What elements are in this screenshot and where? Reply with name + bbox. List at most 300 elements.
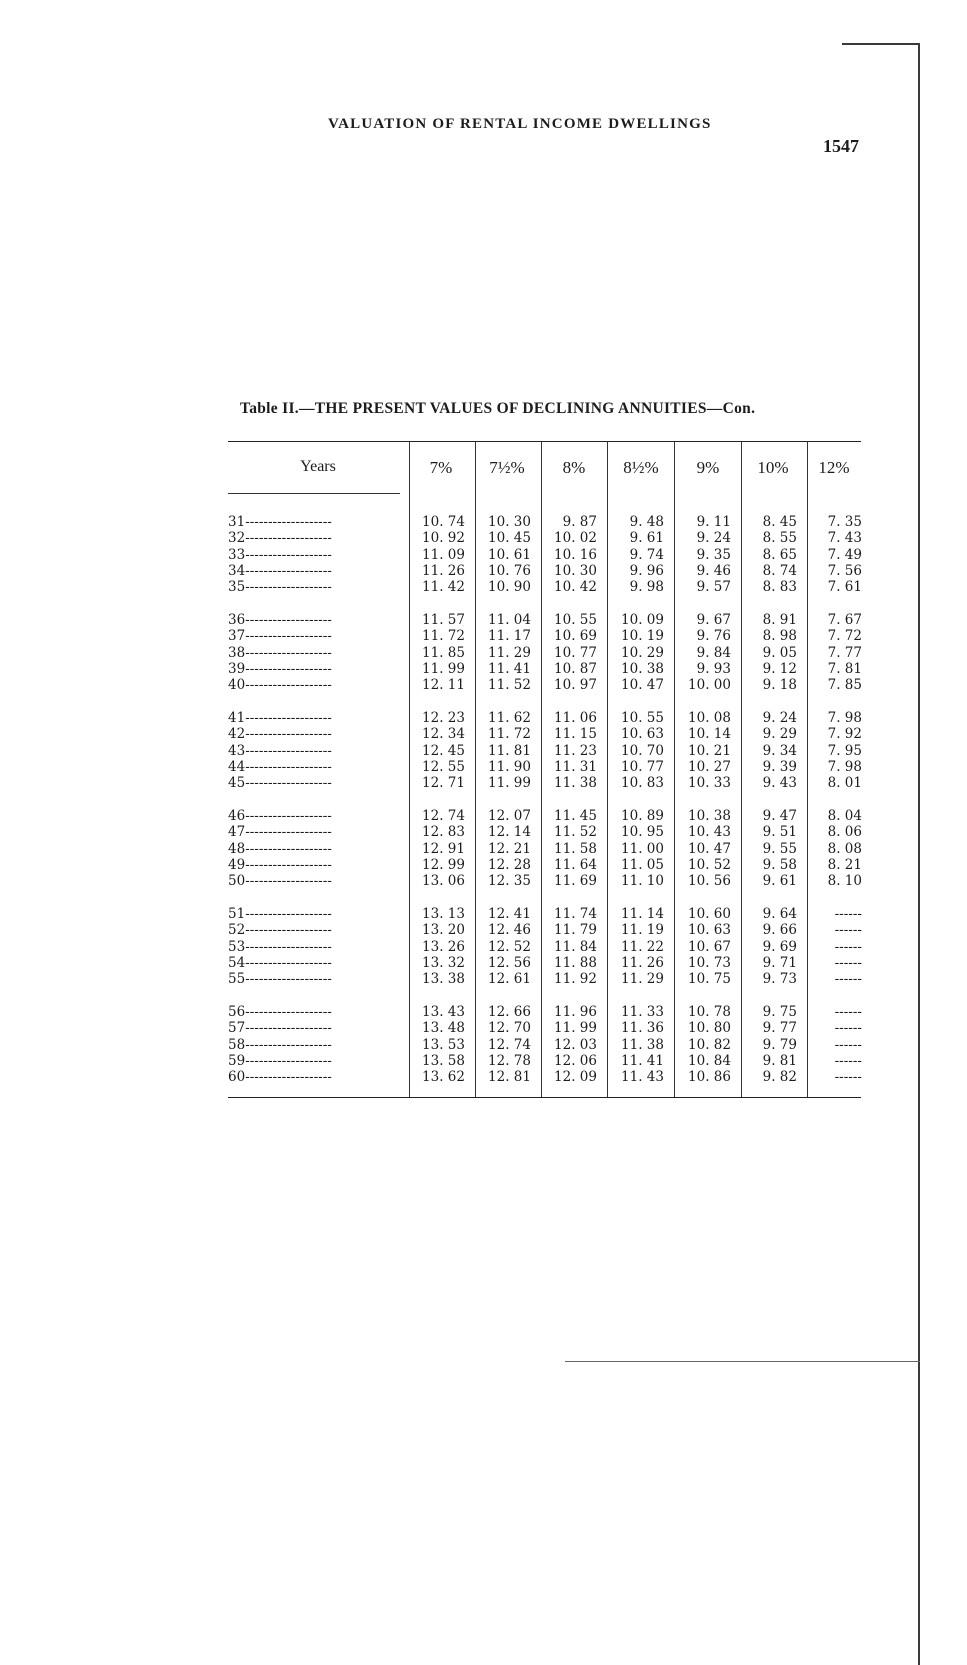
value-cell: 8. 98: [762, 628, 797, 645]
value-cell: 7. 92: [827, 726, 862, 743]
value-cell: 12. 23: [422, 710, 465, 726]
value-cell: 9. 12: [762, 660, 797, 677]
value-cell: 12. 07: [488, 808, 531, 824]
year-cell: 41-------------------: [228, 710, 332, 726]
leader-dots: -------------------: [245, 906, 332, 922]
value-cell: 10. 16: [554, 546, 597, 563]
value-cell: 12. 03: [554, 1036, 597, 1053]
value-cell: 10. 47: [621, 677, 664, 694]
value-cell: 9. 29: [762, 726, 797, 743]
value-cell: 11. 41: [488, 660, 531, 677]
value-cell: 10. 33: [688, 775, 731, 792]
value-cell: 11. 29: [488, 644, 531, 661]
column-header-rate: 7½%: [489, 458, 525, 477]
value-cell: 10. 45: [488, 530, 531, 547]
value-cell: 10. 52: [688, 856, 731, 873]
value-cell: 11. 42: [422, 579, 465, 596]
value-cell: 9. 76: [696, 628, 731, 645]
value-cell: 10. 55: [554, 612, 597, 628]
value-cell: 7. 56: [827, 562, 862, 579]
value-cell: 11. 33: [621, 1004, 664, 1020]
value-cell: 9. 82: [762, 1069, 797, 1086]
value-cell: 11. 10: [621, 873, 664, 890]
value-cell: 12. 06: [554, 1052, 597, 1069]
value-cell: 11. 85: [422, 644, 465, 661]
value-cell: 9. 98: [629, 579, 664, 596]
column-header-rate: 8½%: [623, 458, 659, 477]
value-cell: 7. 61: [827, 579, 862, 596]
value-cell: 12. 41: [488, 906, 531, 922]
value-cell: 10. 82: [688, 1036, 731, 1053]
value-cell: 10. 78: [688, 1004, 731, 1020]
value-cell: 10. 60: [688, 906, 731, 922]
value-cell: 8. 91: [762, 612, 797, 628]
leader-dots: -------------------: [245, 938, 332, 955]
year-cell: 50-------------------: [228, 873, 332, 890]
value-cell: 9. 24: [696, 530, 731, 547]
value-cell: 12. 83: [422, 824, 465, 841]
value-cell: 12. 74: [422, 808, 465, 824]
value-cell: 12. 11: [422, 677, 465, 694]
value-cell: 10. 02: [554, 530, 597, 547]
leader-dots: -------------------: [245, 660, 332, 677]
value-cell: 11. 84: [554, 938, 597, 955]
value-cell: 10. 92: [422, 530, 465, 547]
value-cell: 9. 43: [762, 775, 797, 792]
leader-dots: -------------------: [245, 726, 332, 743]
year-cell: 36-------------------: [228, 612, 332, 628]
table-row: [228, 808, 861, 824]
value-cell: 9. 69: [762, 938, 797, 955]
value-cell: 9. 35: [696, 546, 731, 563]
value-cell: 11. 81: [488, 742, 531, 759]
value-cell: 11. 41: [621, 1052, 664, 1069]
value-cell: 7. 77: [827, 644, 862, 661]
value-cell: 9. 61: [629, 530, 664, 547]
table-row: [228, 841, 861, 857]
value-cell: 11. 74: [554, 906, 597, 922]
value-cell: 7. 49: [827, 546, 862, 563]
value-cell: 11. 92: [554, 971, 597, 988]
table-row: [228, 726, 861, 742]
value-cell: 10. 29: [621, 644, 664, 661]
year-cell: 60-------------------: [228, 1069, 332, 1086]
value-cell: 9. 58: [762, 856, 797, 873]
year-cell: 57-------------------: [228, 1020, 332, 1037]
value-cell: 10. 90: [488, 579, 531, 596]
value-cell: 8. 01: [827, 775, 862, 792]
value-cell: 7. 95: [827, 742, 862, 759]
leader-dots: -------------------: [245, 644, 332, 661]
value-cell: 13. 20: [422, 922, 465, 939]
value-cell: 13. 43: [422, 1004, 465, 1020]
year-cell: 59-------------------: [228, 1052, 332, 1069]
page-number: 1547: [823, 136, 859, 156]
leader-dots: -------------------: [245, 562, 332, 579]
table-row: [228, 922, 861, 938]
value-cell: 10. 95: [621, 824, 664, 841]
value-cell: 9. 66: [762, 922, 797, 939]
leader-dots: -------------------: [245, 742, 332, 759]
value-cell: 9. 51: [762, 824, 797, 841]
table-row: [228, 1053, 861, 1069]
column-header-years: Years: [300, 458, 336, 475]
value-cell: 9. 34: [762, 742, 797, 759]
table-row: [228, 759, 861, 775]
value-cell: 11. 43: [621, 1069, 664, 1086]
year-cell: 38-------------------: [228, 644, 332, 661]
leader-dots: -------------------: [245, 530, 332, 547]
value-cell: 13. 48: [422, 1020, 465, 1037]
value-cell: 12. 14: [488, 824, 531, 841]
column-header-rate: 8%: [562, 458, 586, 477]
table-caption: Table II.—THE PRESENT VALUES OF DECLINING ANNUITIES—Con.: [240, 400, 756, 417]
value-cell: 12. 71: [422, 775, 465, 792]
value-cell: 11. 69: [554, 873, 597, 890]
value-cell: 9. 73: [762, 971, 797, 988]
value-cell: 7. 72: [827, 628, 862, 645]
value-cell: 10. 89: [621, 808, 664, 824]
column-header-rate: 12%: [818, 458, 850, 477]
value-cell: 9. 96: [629, 562, 664, 579]
leader-dots: -------------------: [245, 546, 332, 563]
value-cell: 11. 99: [554, 1020, 597, 1037]
leader-dots: -------------------: [245, 758, 332, 775]
value-cell: 11. 62: [488, 710, 531, 726]
value-cell: 10. 76: [488, 562, 531, 579]
value-cell: ------: [834, 1020, 862, 1037]
leader-dots: -------------------: [245, 1004, 332, 1020]
year-cell: 45-------------------: [228, 775, 332, 792]
value-cell: 11. 96: [554, 1004, 597, 1020]
value-cell: 11. 09: [422, 546, 465, 563]
value-cell: 9. 18: [762, 677, 797, 694]
value-cell: 13. 38: [422, 971, 465, 988]
value-cell: ------: [834, 1052, 862, 1069]
year-cell: 55-------------------: [228, 971, 332, 988]
value-cell: 11. 79: [554, 922, 597, 939]
value-cell: 9. 48: [629, 514, 664, 530]
year-cell: 49-------------------: [228, 856, 332, 873]
leader-dots: -------------------: [245, 710, 332, 726]
value-cell: 11. 17: [488, 628, 531, 645]
column-header-rate: 9%: [696, 458, 720, 477]
value-cell: 9. 57: [696, 579, 731, 596]
value-cell: 9. 71: [762, 954, 797, 971]
value-cell: 12. 09: [554, 1069, 597, 1086]
value-cell: 12. 66: [488, 1004, 531, 1020]
value-cell: 10. 84: [688, 1052, 731, 1069]
value-cell: 13. 53: [422, 1036, 465, 1053]
value-cell: 11. 38: [621, 1036, 664, 1053]
value-cell: 11. 38: [554, 775, 597, 792]
scan-border-right: [918, 45, 920, 1665]
value-cell: 11. 19: [621, 922, 664, 939]
table-row: [228, 612, 861, 628]
value-cell: 10. 21: [688, 742, 731, 759]
value-cell: ------: [834, 1036, 862, 1053]
year-cell: 58-------------------: [228, 1036, 332, 1053]
value-cell: 8. 04: [827, 808, 862, 824]
value-cell: 7. 81: [827, 660, 862, 677]
value-cell: 10. 69: [554, 628, 597, 645]
table-row: [228, 530, 861, 546]
leader-dots: -------------------: [245, 922, 332, 939]
year-cell: 53-------------------: [228, 938, 332, 955]
value-cell: 12. 35: [488, 873, 531, 890]
table-row: [228, 514, 861, 530]
value-cell: 11. 15: [554, 726, 597, 743]
value-cell: 11. 00: [621, 840, 664, 857]
value-cell: ------: [834, 954, 862, 971]
value-cell: 13. 58: [422, 1052, 465, 1069]
value-cell: 9. 11: [696, 514, 731, 530]
table-row: [228, 547, 861, 563]
value-cell: 10. 63: [688, 922, 731, 939]
table-top-rule: [228, 441, 861, 442]
table-row: [228, 824, 861, 840]
value-cell: 11. 22: [621, 938, 664, 955]
leader-dots: -------------------: [245, 775, 332, 792]
value-cell: 10. 61: [488, 546, 531, 563]
value-cell: 11. 72: [488, 726, 531, 743]
value-cell: 10. 74: [422, 514, 465, 530]
table-row: [228, 939, 861, 955]
table-row: [228, 857, 861, 873]
value-cell: 10. 14: [688, 726, 731, 743]
value-cell: 9. 84: [696, 644, 731, 661]
value-cell: ------: [834, 938, 862, 955]
year-cell: 33-------------------: [228, 546, 332, 563]
value-cell: 11. 99: [422, 660, 465, 677]
year-cell: 42-------------------: [228, 726, 332, 743]
value-cell: 10. 43: [688, 824, 731, 841]
value-cell: 11. 36: [621, 1020, 664, 1037]
value-cell: 13. 32: [422, 954, 465, 971]
value-cell: 10. 80: [688, 1020, 731, 1037]
value-cell: 8. 10: [827, 873, 862, 890]
year-cell: 31-------------------: [228, 514, 332, 530]
value-cell: 12. 81: [488, 1069, 531, 1086]
value-cell: 9. 05: [762, 644, 797, 661]
value-cell: 11. 26: [621, 954, 664, 971]
value-cell: 8. 83: [762, 579, 797, 596]
leader-dots: -------------------: [245, 579, 332, 596]
table-row: [228, 661, 861, 677]
year-cell: 47-------------------: [228, 824, 332, 841]
value-cell: 8. 74: [762, 562, 797, 579]
value-cell: 11. 52: [554, 824, 597, 841]
value-cell: 11. 23: [554, 742, 597, 759]
value-cell: 11. 45: [554, 808, 597, 824]
year-cell: 46-------------------: [228, 808, 332, 824]
year-cell: 35-------------------: [228, 579, 332, 596]
value-cell: 11. 05: [621, 856, 664, 873]
table-row: [228, 563, 861, 579]
leader-dots: -------------------: [245, 873, 332, 890]
table-row: [228, 1020, 861, 1036]
scan-border-top: [842, 43, 920, 45]
value-cell: 10. 30: [554, 562, 597, 579]
value-cell: 11. 31: [554, 758, 597, 775]
value-cell: 10. 08: [688, 710, 731, 726]
value-cell: 11. 64: [554, 856, 597, 873]
leader-dots: -------------------: [245, 808, 332, 824]
value-cell: 12. 74: [488, 1036, 531, 1053]
value-cell: 11. 90: [488, 758, 531, 775]
value-cell: 9. 61: [762, 873, 797, 890]
value-cell: 10. 09: [621, 612, 664, 628]
value-cell: 11. 58: [554, 840, 597, 857]
value-cell: 10. 73: [688, 954, 731, 971]
table-row: [228, 906, 861, 922]
year-cell: 34-------------------: [228, 562, 332, 579]
table-row: [228, 743, 861, 759]
value-cell: 9. 77: [762, 1020, 797, 1037]
value-cell: 10. 30: [488, 514, 531, 530]
leader-dots: -------------------: [245, 1036, 332, 1053]
leader-dots: -------------------: [245, 971, 332, 988]
leader-dots: -------------------: [245, 856, 332, 873]
leader-dots: -------------------: [245, 514, 332, 530]
table-bottom-rule: [228, 1097, 861, 1098]
value-cell: 12. 46: [488, 922, 531, 939]
column-header-rate: 7%: [429, 458, 453, 477]
value-cell: 12. 78: [488, 1052, 531, 1069]
year-cell: 32-------------------: [228, 530, 332, 547]
leader-dots: -------------------: [245, 1052, 332, 1069]
value-cell: 9. 47: [762, 808, 797, 824]
year-cell: 43-------------------: [228, 742, 332, 759]
value-cell: 12. 55: [422, 758, 465, 775]
value-cell: ------: [834, 971, 862, 988]
value-cell: 11. 57: [422, 612, 465, 628]
value-cell: 9. 74: [629, 546, 664, 563]
value-cell: 7. 35: [827, 514, 862, 530]
year-cell: 39-------------------: [228, 660, 332, 677]
value-cell: 7. 98: [827, 758, 862, 775]
year-cell: 52-------------------: [228, 922, 332, 939]
value-cell: 8. 21: [827, 856, 862, 873]
table-row: [228, 579, 861, 595]
value-cell: ------: [834, 1004, 862, 1020]
value-cell: 9. 24: [762, 710, 797, 726]
leader-dots: -------------------: [245, 1069, 332, 1086]
value-cell: 10. 27: [688, 758, 731, 775]
value-cell: 10. 00: [688, 677, 731, 694]
header-underline: [228, 493, 400, 494]
value-cell: 12. 91: [422, 840, 465, 857]
table-row: [228, 645, 861, 661]
value-cell: 7. 85: [827, 677, 862, 694]
year-cell: 56-------------------: [228, 1004, 332, 1020]
value-cell: ------: [834, 906, 862, 922]
leader-dots: -------------------: [245, 1020, 332, 1037]
value-cell: 12. 70: [488, 1020, 531, 1037]
year-cell: 54-------------------: [228, 954, 332, 971]
value-cell: 10. 56: [688, 873, 731, 890]
value-cell: 9. 81: [762, 1052, 797, 1069]
table-row: [228, 955, 861, 971]
value-cell: 8. 06: [827, 824, 862, 841]
value-cell: 11. 72: [422, 628, 465, 645]
value-cell: 11. 14: [621, 906, 664, 922]
value-cell: 9. 67: [696, 612, 731, 628]
value-cell: 9. 79: [762, 1036, 797, 1053]
value-cell: 10. 77: [621, 758, 664, 775]
value-cell: 11. 04: [488, 612, 531, 628]
value-cell: 10. 67: [688, 938, 731, 955]
value-cell: 13. 62: [422, 1069, 465, 1086]
value-cell: 9. 55: [762, 840, 797, 857]
leader-dots: -------------------: [245, 840, 332, 857]
value-cell: 8. 55: [762, 530, 797, 547]
value-cell: 10. 75: [688, 971, 731, 988]
value-cell: 12. 61: [488, 971, 531, 988]
value-cell: 10. 38: [688, 808, 731, 824]
value-cell: 9. 93: [696, 660, 731, 677]
value-cell: 13. 26: [422, 938, 465, 955]
table-row: [228, 677, 861, 693]
value-cell: 9. 39: [762, 758, 797, 775]
value-cell: ------: [834, 922, 862, 939]
running-head: VALUATION OF RENTAL INCOME DWELLINGS: [328, 116, 712, 132]
leader-dots: -------------------: [245, 677, 332, 694]
value-cell: 12. 56: [488, 954, 531, 971]
table-row: [228, 1069, 861, 1085]
value-cell: 7. 67: [827, 612, 862, 628]
table-row: [228, 1037, 861, 1053]
value-cell: 9. 46: [696, 562, 731, 579]
year-cell: 40-------------------: [228, 677, 332, 694]
value-cell: 11. 88: [554, 954, 597, 971]
table-row: [228, 971, 861, 987]
value-cell: 11. 29: [621, 971, 664, 988]
value-cell: 12. 34: [422, 726, 465, 743]
year-cell: 37-------------------: [228, 628, 332, 645]
value-cell: 10. 19: [621, 628, 664, 645]
value-cell: 13. 06: [422, 873, 465, 890]
leader-dots: -------------------: [245, 954, 332, 971]
value-cell: 10. 83: [621, 775, 664, 792]
value-cell: 11. 26: [422, 562, 465, 579]
value-cell: 10. 55: [621, 710, 664, 726]
value-cell: 12. 45: [422, 742, 465, 759]
table-row: [228, 775, 861, 791]
table-row: [228, 873, 861, 889]
scan-border-bottom: [565, 1361, 920, 1362]
year-cell: 48-------------------: [228, 840, 332, 857]
year-cell: 44-------------------: [228, 758, 332, 775]
table-row: [228, 710, 861, 726]
value-cell: 8. 08: [827, 840, 862, 857]
value-cell: 12. 28: [488, 856, 531, 873]
value-cell: 9. 64: [762, 906, 797, 922]
leader-dots: -------------------: [245, 612, 332, 628]
value-cell: 12. 21: [488, 840, 531, 857]
value-cell: 12. 99: [422, 856, 465, 873]
value-cell: 10. 87: [554, 660, 597, 677]
value-cell: 9. 87: [562, 514, 597, 530]
value-cell: 12. 52: [488, 938, 531, 955]
value-cell: 10. 70: [621, 742, 664, 759]
value-cell: 11. 06: [554, 710, 597, 726]
value-cell: ------: [834, 1069, 862, 1086]
value-cell: 8. 45: [762, 514, 797, 530]
value-cell: 11. 52: [488, 677, 531, 694]
value-cell: 11. 99: [488, 775, 531, 792]
column-header-rate: 10%: [757, 458, 789, 477]
